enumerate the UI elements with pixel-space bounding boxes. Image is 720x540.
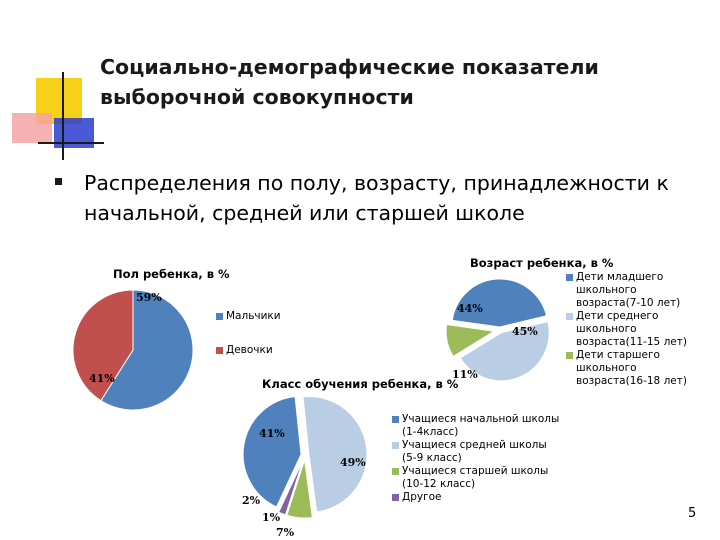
gender-label-boys: 59% — [136, 291, 162, 304]
legend-item-boys — [216, 310, 306, 323]
legend-item-middle — [566, 310, 696, 349]
legend-swatch-primary — [392, 416, 399, 423]
class-label-other-small: 1% — [262, 511, 281, 524]
legend-label-other: Другое — [402, 491, 442, 503]
legend-item-senior — [566, 349, 696, 388]
legend-label-boys: Мальчики — [226, 310, 281, 322]
legend-label-senior: Дети старшего школьного возраста(16-18 лет) — [576, 349, 687, 387]
legend-item-girls — [216, 344, 306, 357]
class-label-senior: 7% — [276, 526, 295, 539]
legend-swatch-senior — [566, 352, 573, 359]
legend-label-middle-school: Учащиеся средней школы (5-9 класс) — [402, 439, 547, 464]
legend-label-girls: Девочки — [226, 344, 273, 356]
class-label-other: 2% — [242, 494, 261, 507]
slide-title: Социально-демографические показатели выборочной совокупности — [100, 55, 599, 109]
age-legend — [566, 271, 696, 388]
chart-gender-title: Пол ребенка, в % — [113, 267, 230, 281]
legend-swatch-boys — [216, 313, 223, 320]
pie-gender — [73, 290, 193, 410]
legend-item-middle-school — [392, 439, 562, 465]
chart-class-title: Класс обучения ребенка, в % — [262, 377, 459, 391]
legend-swatch-middle-school — [392, 442, 399, 449]
legend-item-senior-school — [392, 465, 562, 491]
legend-label-middle: Дети среднего школьного возраста(11-15 лет) — [576, 310, 687, 348]
bullet-text: Распределения по полу, возрасту, принадлежности к начальной, средней или старшей школе — [84, 171, 669, 225]
legend-item-junior — [566, 271, 696, 310]
class-label-primary: 41% — [259, 427, 285, 440]
legend-swatch-middle — [566, 313, 573, 320]
chart-age-title: Возраст ребенка, в % — [470, 256, 614, 270]
class-label-middle: 49% — [340, 456, 366, 469]
gender-legend — [216, 310, 306, 357]
legend-swatch-girls — [216, 347, 223, 354]
legend-label-primary: Учащиеся начальной школы (1-4класс) — [402, 413, 560, 438]
gender-label-girls: 41% — [89, 372, 115, 385]
legend-swatch-senior-school — [392, 468, 399, 475]
class-legend — [392, 413, 562, 504]
legend-swatch-junior — [566, 274, 573, 281]
age-label-junior: 44% — [457, 302, 483, 315]
legend-label-senior-school: Учащиеся старшей школы (10-12 класс) — [402, 465, 549, 490]
page-number: 5 — [688, 506, 697, 521]
legend-item-primary — [392, 413, 562, 439]
legend-swatch-other — [392, 494, 399, 501]
pie3-slice-1 — [303, 397, 367, 512]
age-label-middle: 45% — [512, 325, 538, 338]
legend-item-other — [392, 491, 562, 504]
legend-label-junior: Дети младшего школьного возраста(7-10 лет) — [576, 271, 681, 309]
age-label-senior: 11% — [452, 368, 478, 381]
